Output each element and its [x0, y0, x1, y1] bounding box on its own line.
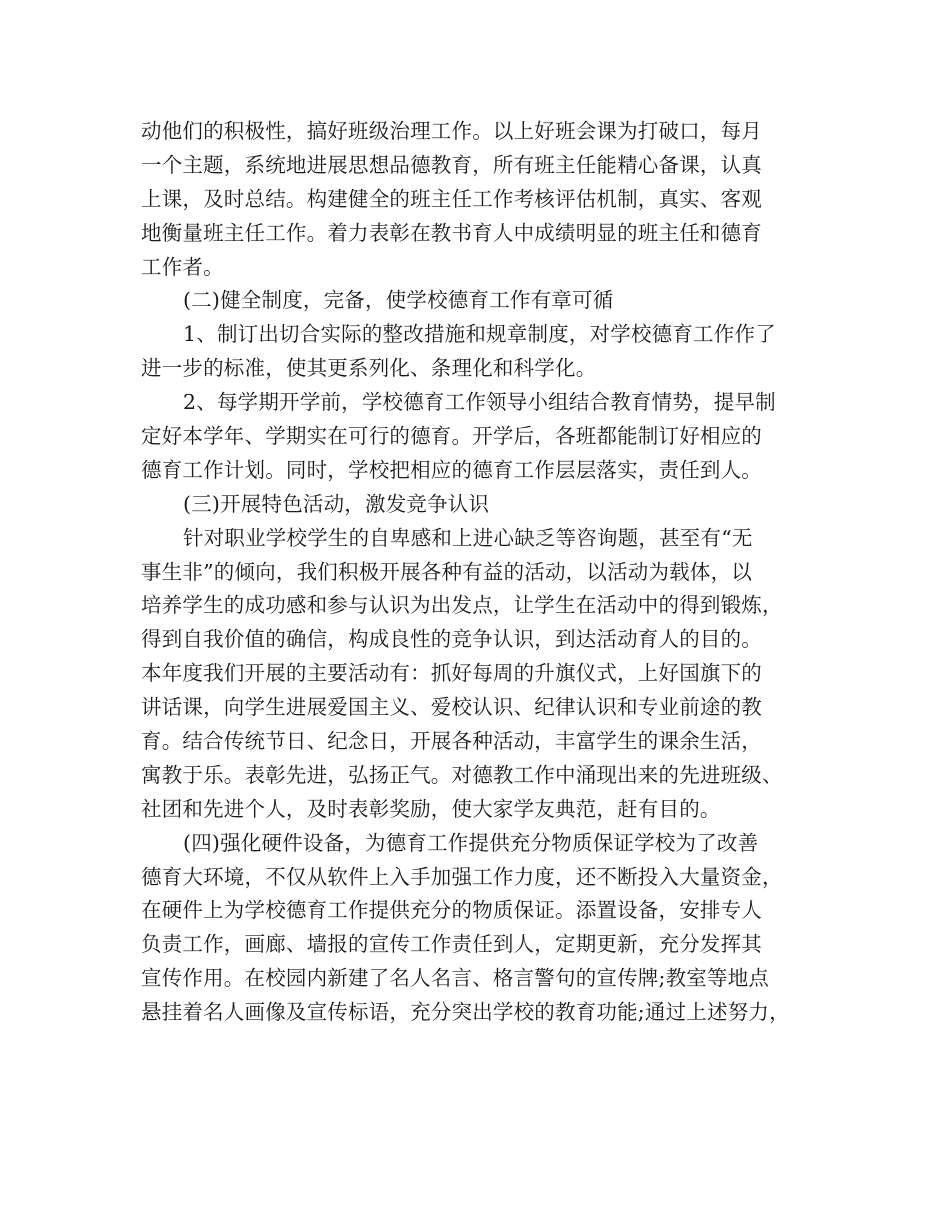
text-line: 宣传作用。在校园内新建了名人名言、格言警句的宣传牌;教室等地点 — [141, 966, 770, 991]
text-line: 在硬件上为学校德育工作提供充分的物质保证。添置设备，安排专人 — [141, 898, 762, 923]
text-line: 社团和先进个人，及时表彰奖励，使大家学友典范，赶有目的。 — [141, 796, 721, 821]
text-line: 动他们的积极性，搞好班级治理工作。以上好班会课为打破口，每月 — [141, 119, 762, 143]
text-line: (四)强化硬件设备，为德育工作提供充分物质保证学校为了改善 — [183, 830, 759, 855]
text-line: 寓教于乐。表彰先进，弘扬正气。对德教工作中涌现出来的先进班级、 — [141, 762, 783, 787]
text-line: 讲话课，向学生进展爱国主义、爱校认识、纪律认识和专业前途的教 — [141, 695, 762, 720]
text-line: 1、制订出切合实际的整改措施和规章制度，对学校德育工作作了 — [183, 322, 776, 347]
document-body — [141, 115, 827, 1030]
text-line: (三)开展特色活动，激发竞争认识 — [183, 491, 490, 516]
text-line: 2、每学期开学前，学校德育工作领导小组结合教育情势，提早制 — [183, 390, 776, 415]
text-line: 一个主题，系统地进展思想品德教育，所有班主任能精心备课，认真 — [141, 152, 762, 177]
text-line: 针对职业学校学生的自卑感和上进心缺乏等咨询题，甚至有“无 — [183, 525, 753, 550]
text-line: 负责工作，画廊、墙报的宣传工作责任到人，定期更新，充分发挥其 — [141, 932, 762, 957]
text-line: 培养学生的成功感和参与认识为出发点，让学生在活动中的得到锻炼， — [141, 593, 783, 618]
text-line: 得到自我价值的确信，构成良性的竞争认识，到达活动育人的目的。 — [141, 627, 762, 652]
text-line: 工作者。 — [141, 254, 224, 279]
text-line: 悬挂着名人画像及宣传标语，充分突出学校的教育功能;通过上述努力， — [141, 1000, 790, 1025]
text-line: 本年度我们开展的主要活动有：抓好每周的升旗仪式，上好国旗下的 — [141, 661, 762, 686]
text-line: (二)健全制度，完备，使学校德育工作有章可循 — [183, 288, 614, 313]
text-line: 德育大环境，不仅从软件上入手加强工作力度，还不断投入大量资金， — [141, 864, 783, 889]
text-line: 定好本学年、学期实在可行的德育。开学后，各班都能制订好相应的 — [141, 424, 762, 449]
text-line: 德育工作计划。同时，学校把相应的德育工作层层落实，责任到人。 — [141, 457, 762, 482]
text-line: 进一步的标准，使其更系列化、条理化和科学化。 — [141, 356, 597, 381]
text-line: 事生非”的倾向，我们积极开展各种有益的活动，以活动为载体，以 — [141, 559, 752, 584]
text-line: 地衡量班主任工作。着力表彰在教书育人中成绩明显的班主任和德育 — [141, 220, 762, 245]
text-line: 上课，及时总结。构建健全的班主任工作考核评估机制，真实、客观 — [141, 186, 762, 211]
text-line: 育。结合传统节日、纪念日，开展各种活动，丰富学生的课余生活， — [141, 729, 762, 754]
